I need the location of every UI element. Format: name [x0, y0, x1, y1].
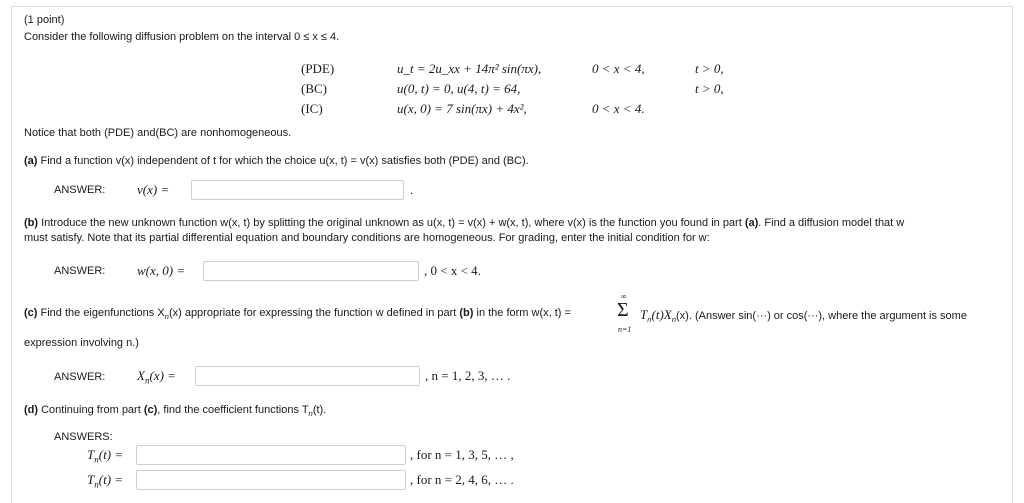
part-c-suffix: , n = 1, 2, 3, … .: [425, 368, 511, 383]
part-d-lhs-odd: $T_n(t)$ =: [87, 447, 124, 465]
part-d-suffix-even: , for n = 2, 4, 6, … .: [410, 472, 514, 487]
ic-equation: u(x, 0) = 7 sin(πx) + 4x²,: [397, 101, 527, 116]
part-c-text-line2: expression involving n.): [24, 337, 139, 349]
sigma-symbol: Σ: [617, 299, 629, 321]
part-b-prefix: (b): [24, 217, 39, 229]
v-x-input[interactable]: [191, 180, 404, 200]
part-c-lhs: $X_n(x)$ =: [137, 368, 176, 386]
part-b-lhs: w(x, 0) =: [137, 263, 186, 278]
part-c-answer-label: ANSWER:: [54, 371, 106, 383]
part-d-lhs-even-t: T: [87, 472, 95, 487]
part-c-ref: (b): [459, 307, 474, 319]
eigenfunction-input[interactable]: [195, 366, 420, 386]
part-b-text-line1-end: . Find a diffusion model that w: [758, 217, 905, 229]
part-d-text: Continuing from part: [41, 404, 141, 416]
part-d-prefix: (d): [24, 404, 39, 416]
part-d-text-end: , find the coefficient functions T: [157, 404, 309, 416]
part-b-answer-label: ANSWER:: [54, 265, 106, 277]
part-b-question-line1: [24, 217, 904, 229]
pde-time: t > 0,: [695, 61, 724, 76]
problem-intro: Consider the following diffusion problem on the interval 0 ≤ x ≤ 4.: [24, 31, 340, 43]
w-initial-input[interactable]: [203, 261, 419, 281]
part-d-lhs-odd-end: (t) =: [98, 447, 124, 462]
part-b-suffix: , 0 < x < 4.: [424, 263, 481, 278]
part-d-question: (d) Continuing from part (c), find the coefficient functions $T_n(t)$.: [24, 404, 327, 419]
part-c-text-start: Find the eigenfunctions X: [40, 307, 165, 319]
part-d-answers-label: ANSWERS:: [54, 431, 113, 443]
part-a-suffix: .: [410, 182, 414, 197]
part-d-lhs-odd-t: T: [87, 447, 95, 462]
ic-tag: (IC): [301, 101, 323, 116]
t-even-input[interactable]: [136, 470, 406, 490]
pde-tag: (PDE): [301, 61, 335, 76]
part-d-suffix-odd: , for n = 1, 3, 5, … ,: [410, 447, 514, 462]
part-c-text-form: in the form w(x, t) =: [476, 307, 571, 319]
bc-time: t > 0,: [695, 81, 724, 96]
part-c-question-line1: (c) Find the eigenfunctions $X_n(x)$ appropriate for expressing the function w defined in part (b) in the form w(x, t) =: [24, 307, 571, 322]
part-a-text: Find a function v(x) independent of t for which the choice u(x, t) = v(x) satisfies both (PDE) and (BC).: [40, 155, 529, 167]
bc-equation: u(0, t) = 0, u(4, t) = 64,: [397, 81, 521, 96]
part-b-text-line1: Introduce the new unknown function w(x, t) by splitting the original unknown as u(x, t) = v(x) + w(x, t), where v(x) is the function you found in part: [41, 217, 742, 229]
part-c-lhs-x: X: [137, 368, 145, 383]
sum-upper: ∞: [621, 292, 627, 301]
part-a-lhs: v(x) =: [137, 182, 170, 197]
pde-equation: u_t = 2u_xx + 14π² sin(πx),: [397, 61, 542, 76]
part-c-text-tail: (x). (Answer sin(···) or cos(···), where the argument is some: [676, 310, 967, 322]
part-d-text-end2: (t).: [312, 404, 327, 416]
bc-tag: (BC): [301, 81, 327, 96]
part-b-ref: (a): [744, 217, 759, 229]
part-c-lhs-end: (x) =: [149, 368, 176, 383]
sum-term-t: T: [640, 307, 648, 322]
part-d-ref: (c): [143, 404, 158, 416]
ic-domain: 0 < x < 4.: [592, 101, 645, 116]
part-c-text-mid: (x) appropriate for expressing the function w defined in part: [168, 307, 457, 319]
part-a-prefix: (a): [24, 155, 38, 167]
sum-lower: n=1: [618, 325, 632, 334]
notice-text: Notice that both (PDE) and(BC) are nonhomogeneous.: [24, 127, 292, 139]
part-b-text-line2: must satisfy. Note that its partial differential equation and boundary conditions are homogeneous. For grading, enter the initial condition for w:: [24, 232, 710, 244]
part-c-sum-term: $T_n(t)X_n(x)$. (Answer sin(···) or cos(···), where the argument is some: [640, 307, 967, 325]
part-d-lhs-even-end: (t) =: [98, 472, 124, 487]
part-c-prefix: (c): [24, 307, 38, 319]
t-odd-input[interactable]: [136, 445, 406, 465]
part-a-question: [24, 155, 529, 167]
sum-term-x: (t)X: [651, 307, 672, 322]
problem-panel: [11, 6, 1013, 503]
points-label: (1 point): [24, 14, 65, 26]
pde-domain: 0 < x < 4,: [592, 61, 645, 76]
part-a-answer-label: ANSWER:: [54, 184, 106, 196]
part-d-lhs-even: $T_n(t)$ =: [87, 472, 124, 490]
